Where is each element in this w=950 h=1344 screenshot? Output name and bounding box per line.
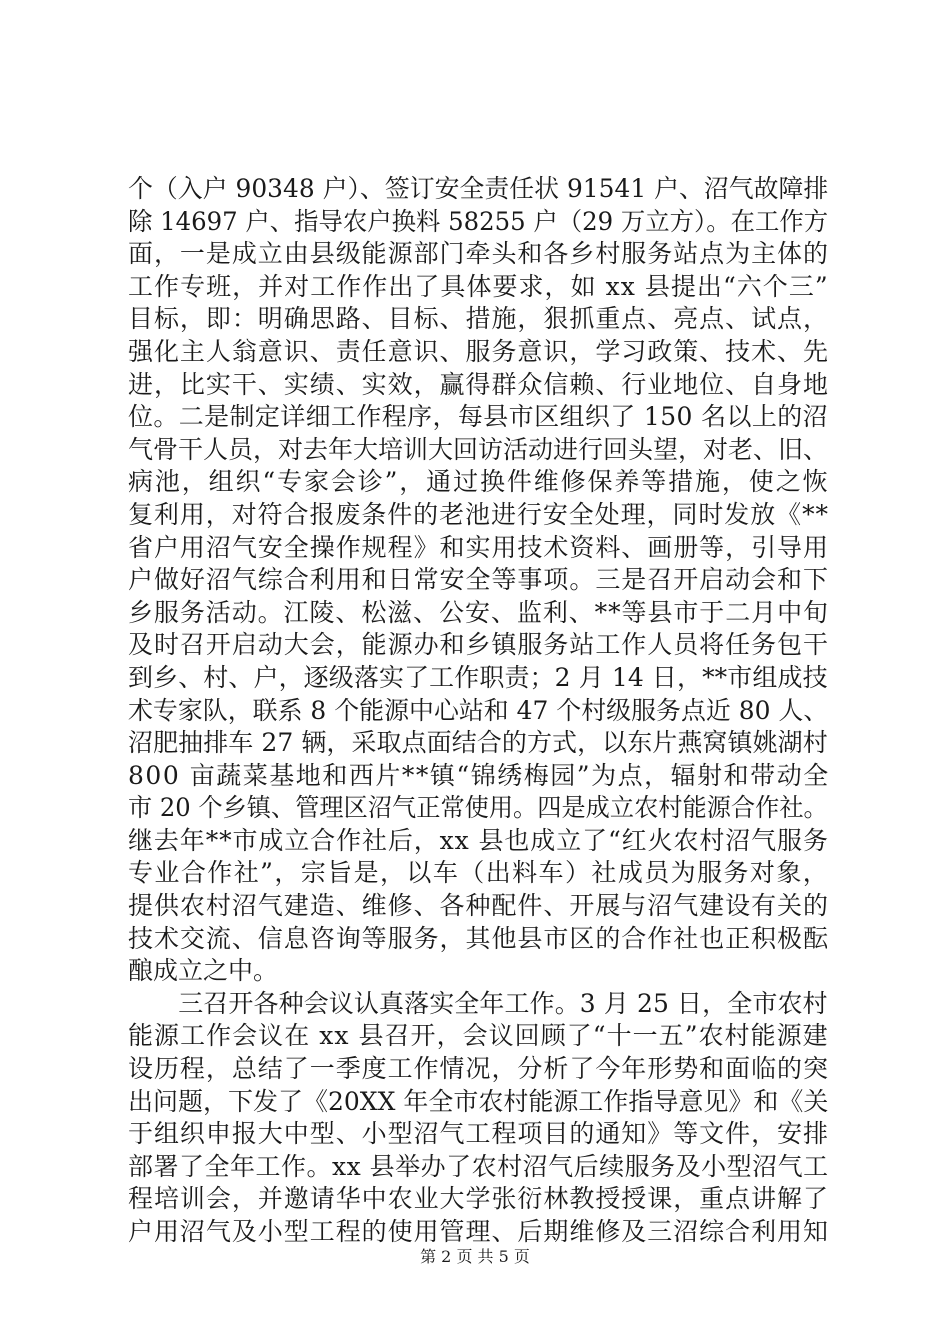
text-line: 省户用沼气安全操作规程》和实用技术资料、画册等，引导用 bbox=[128, 532, 829, 562]
text-line: 乡服务活动。江陵、松滋、公安、监利、**等县市于二月中旬 bbox=[128, 597, 829, 627]
text-line: 术专家队，联系 8 个能源中心站和 47 个村级服务点近 80 人、 bbox=[128, 695, 829, 725]
text-line: 能源工作会议在 xx 县召开，会议回顾了“十一五”农村能源建 bbox=[128, 1021, 829, 1051]
body-text bbox=[128, 173, 828, 1249]
text-line: 程培训会，并邀请华中农业大学张衍林教授授课，重点讲解了 bbox=[128, 1184, 829, 1214]
text-line: 进，比实干、实绩、实效，赢得群众信赖、行业地位、自身地 bbox=[128, 369, 829, 399]
text-line: 出问题，下发了《20XX 年全市农村能源工作指导意见》和《关 bbox=[128, 1086, 829, 1116]
text-line: 强化主人翁意识、责任意识、服务意识，学习政策、技术、先 bbox=[128, 336, 829, 366]
text-line: 病池，组织“专家会诊”，通过换件维修保养等措施，使之恢 bbox=[128, 467, 830, 497]
text-line: 提供农村沼气建造、维修、各种配件、开展与沼气建设有关的 bbox=[128, 891, 829, 921]
text-line: 800 亩蔬菜基地和西片**镇“锦绣梅园”为点，辐射和带动全 bbox=[128, 760, 830, 790]
text-line: 技术交流、信息咨询等服务，其他县市区的合作社也正积极酝 bbox=[128, 923, 829, 953]
text-line: 市 20 个乡镇、管理区沼气正常使用。四是成立农村能源合作社。 bbox=[128, 793, 828, 823]
text-line: 个（入户 90348 户）、签订安全责任状 91541 户、沼气故障排 bbox=[128, 174, 829, 203]
text-line: 位。二是制定详细工作程序，每县市区组织了 150 名以上的沼 bbox=[128, 402, 828, 432]
text-line: 气骨干人员，对去年大培训大回访活动进行回头望，对老、旧、 bbox=[128, 434, 829, 464]
text-line: 酿成立之中。 bbox=[128, 956, 279, 986]
text-line: 工作专班，并对工作作出了具体要求，如 xx 县提出“六个三” bbox=[128, 271, 829, 301]
text-line: 沼肥抽排车 27 辆，采取点面结合的方式，以东片燕窝镇姚湖村 bbox=[128, 728, 828, 758]
text-line: 面，一是成立由县级能源部门牵头和各乡村服务站点为主体的 bbox=[128, 239, 829, 269]
text-line: 三召开各种会议认真落实全年工作。3 月 25 日，全市农村 bbox=[128, 988, 828, 1018]
text-line: 目标，即：明确思路、目标、措施，狠抓重点、亮点、试点， bbox=[128, 304, 829, 334]
text-line: 于组织申报大中型、小型沼气工程项目的通知》等文件，安排 bbox=[128, 1119, 829, 1149]
text-line: 继去年**市成立合作社后，xx 县也成立了“红火农村沼气服务 bbox=[128, 825, 829, 855]
text-line: 设历程，总结了一季度工作情况，分析了今年形势和面临的突 bbox=[128, 1054, 829, 1084]
page-footer: 第 2 页 共 5 页 bbox=[420, 1247, 530, 1266]
text-line: 专业合作社”，宗旨是，以车（出料车）社成员为服务对象， bbox=[128, 858, 830, 888]
text-line: 到乡、村、户，逐级落实了工作职责；2 月 14 日，**市组成技 bbox=[128, 662, 828, 692]
text-line: 部署了全年工作。xx 县举办了农村沼气后续服务及小型沼气工 bbox=[128, 1151, 829, 1181]
text-line: 户做好沼气综合利用和日常安全等事项。三是召开启动会和下 bbox=[128, 565, 829, 595]
text-line: 除 14697 户、指导农户换料 58255 户（29 万立方）。在工作方 bbox=[128, 206, 829, 236]
text-line: 及时召开启动大会，能源办和乡镇服务站工作人员将任务包干 bbox=[128, 630, 829, 660]
text-line: 户用沼气及小型工程的使用管理、后期维修及三沼综合利用知 bbox=[128, 1217, 829, 1246]
text-line: 复利用，对符合报废条件的老池进行安全处理，同时发放《** bbox=[128, 499, 829, 529]
